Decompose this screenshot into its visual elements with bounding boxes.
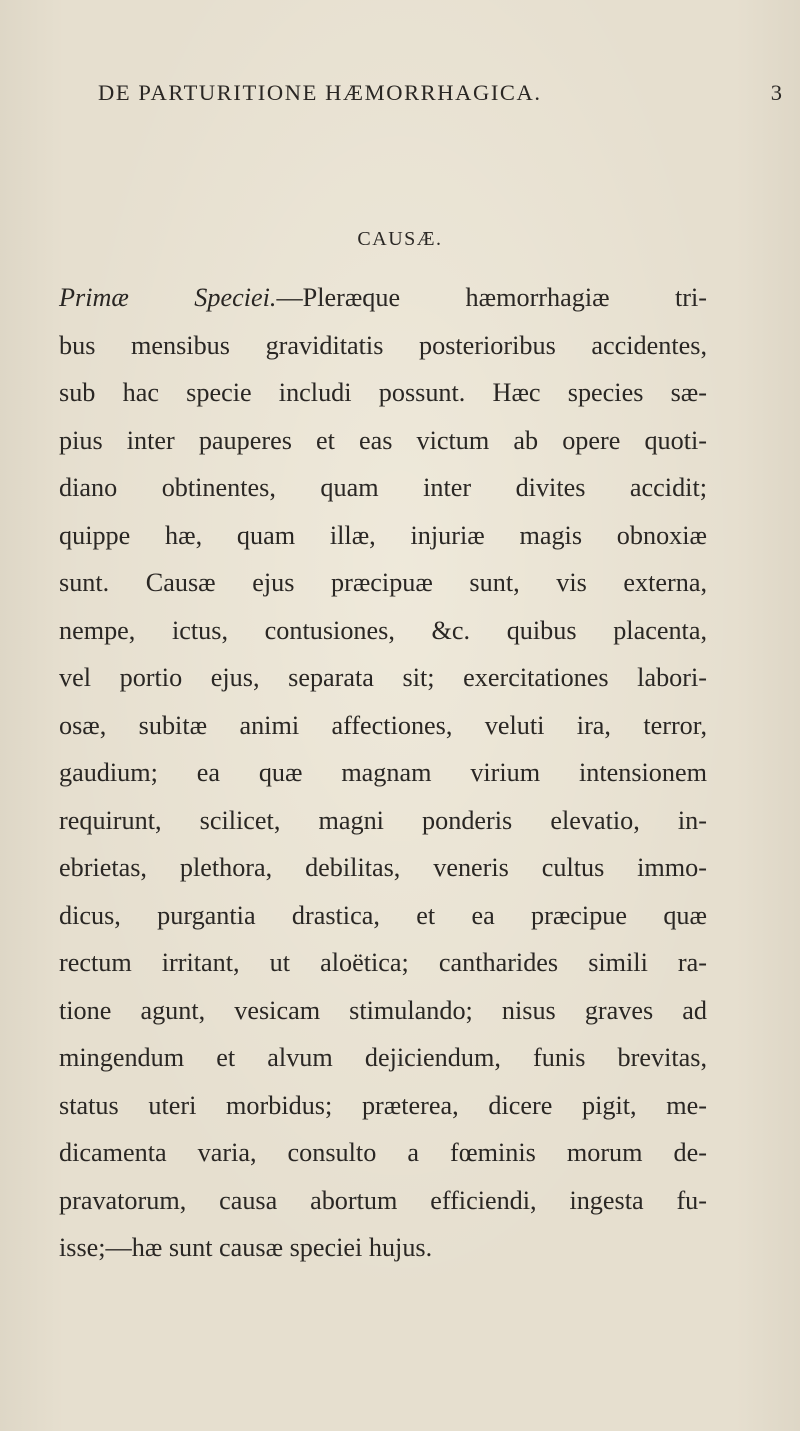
text-line: sub hac specie includi possunt. Hæc species sæ- [59, 378, 707, 407]
text-line: tione agunt, vesicam stimulando; nisus graves ad [59, 995, 707, 1025]
paragraph-lead: Primæ Speciei. [59, 283, 277, 312]
text-line: osæ, subitæ animi affectiones, veluti ira, terror, [59, 710, 707, 740]
text-line: rectum irritant, ut aloëtica; cantharides simili ra- [59, 948, 707, 977]
text-line: sunt. Causæ ejus præcipuæ sunt, vis externa, [59, 568, 707, 597]
text-line: quippe hæ, quam illæ, injuriæ magis obnoxiæ [59, 520, 707, 550]
running-head [98, 80, 782, 120]
text-line: gaudium; ea quæ magnam virium intensionem [59, 758, 707, 787]
running-title: DE PARTURITIONE HÆMORRHAGICA. [98, 80, 542, 105]
text-line: dicus, purgantia drastica, et ea præcipue quæ [59, 900, 707, 930]
line-1: —Pleræque hæmorrhagiæ tri- [276, 283, 707, 312]
text-line: status uteri morbidus; præterea, dicere pigit, me- [59, 1090, 707, 1120]
text-line: pravatorum, causa abortum efficiendi, ingesta fu- [59, 1185, 707, 1215]
text-line: dicamenta varia, consulto a fœminis morum de- [59, 1138, 707, 1167]
text-line: pius inter pauperes et eas victum ab opere quoti- [59, 425, 707, 455]
text-line: nempe, ictus, contusiones, &c. quibus placenta, [59, 615, 707, 645]
body-paragraph [59, 274, 707, 1272]
text-line: diano obtinentes, quam inter divites accidit; [59, 473, 707, 502]
text-line [59, 274, 707, 322]
text-line: vel portio ejus, separata sit; exercitationes labori- [59, 663, 707, 692]
section-heading: CAUSÆ. [357, 228, 443, 250]
text-line: requirunt, scilicet, magni ponderis elevatio, in- [59, 805, 707, 835]
text-line: ebrietas, plethora, debilitas, veneris cultus immo- [59, 853, 707, 882]
text-line: bus mensibus graviditatis posterioribus accidentes, [59, 330, 707, 360]
page-number: 3 [770, 80, 782, 105]
text-line: isse;—hæ sunt causæ speciei hujus. [59, 1233, 433, 1262]
text-line: mingendum et alvum dejiciendum, funis brevitas, [59, 1043, 707, 1072]
